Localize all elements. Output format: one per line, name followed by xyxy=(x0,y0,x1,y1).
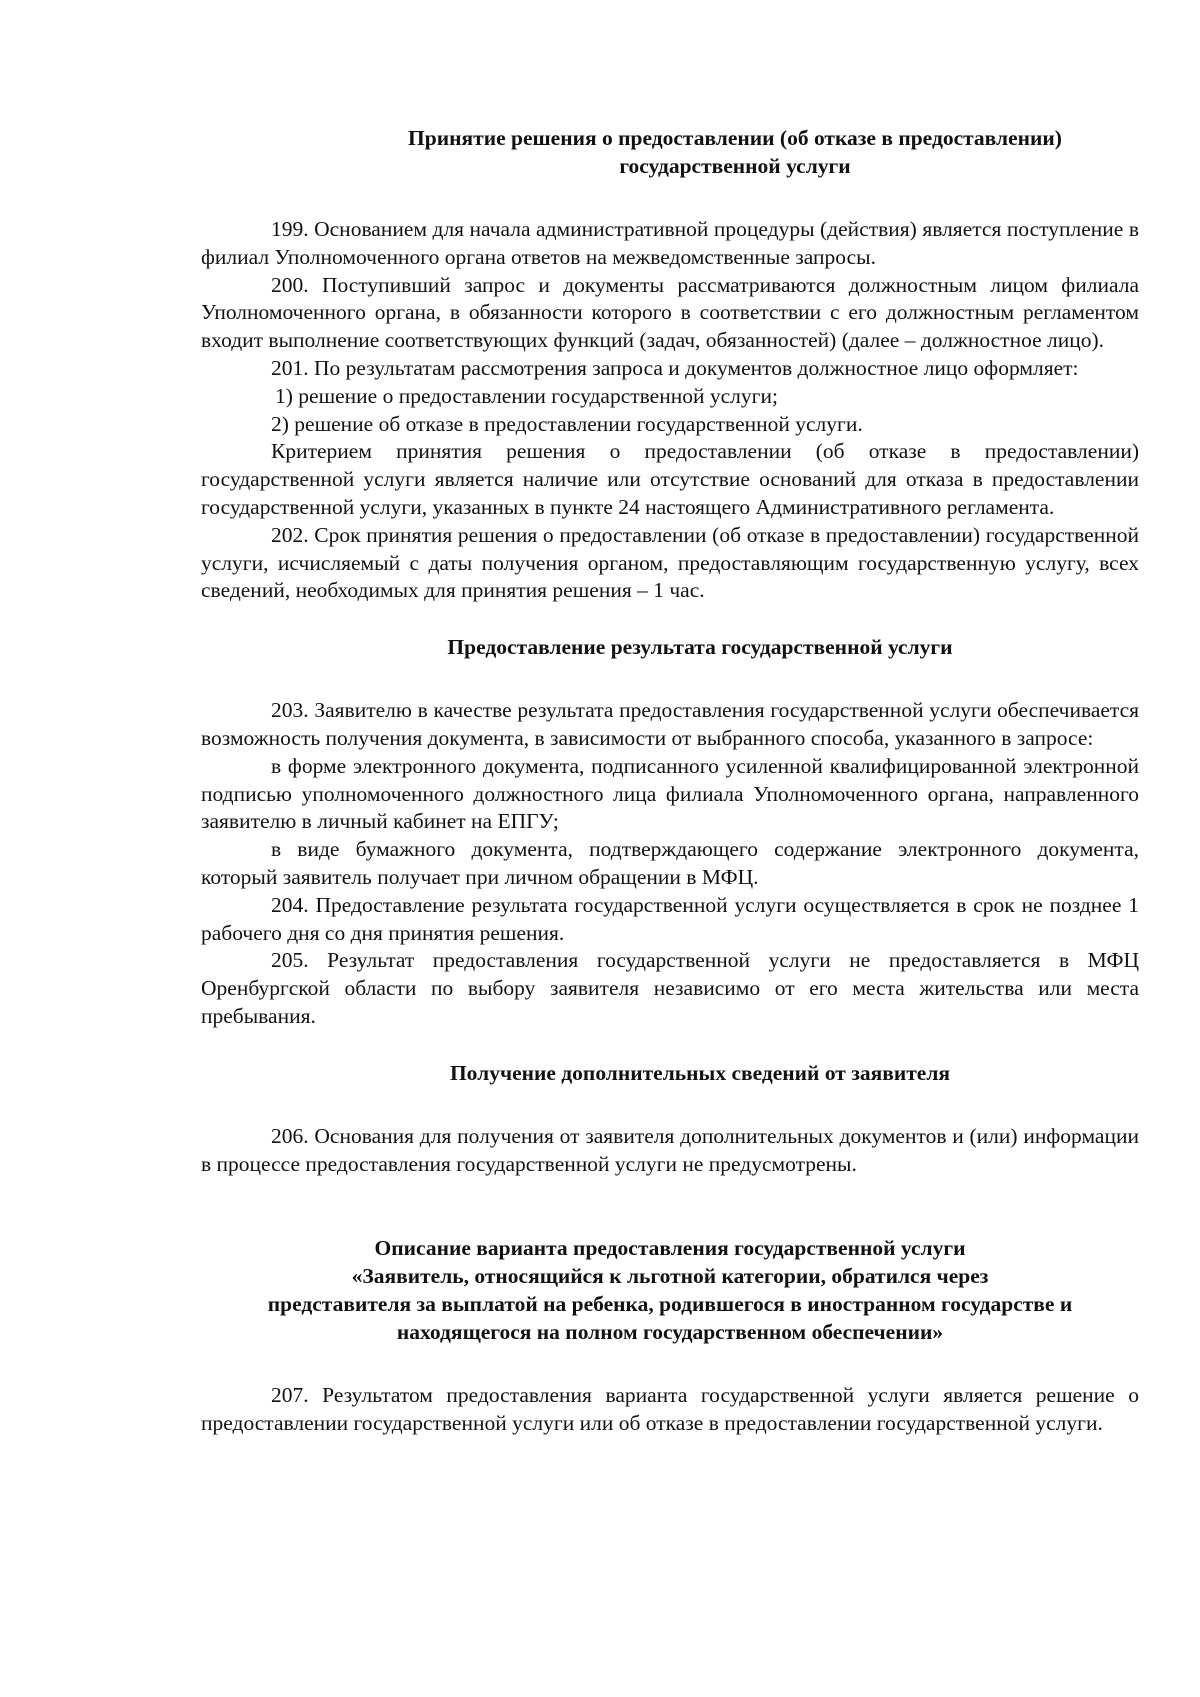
heading-line: государственной услуги xyxy=(619,154,851,178)
section-heading-decision xyxy=(261,124,1200,180)
list-item: 1) решение о предоставлении государственной услуги; xyxy=(275,383,778,408)
paragraph-paper: в виде бумажного документа, подтверждающего содержание электронного документа, который заявитель получает при личном обращении в МФЦ. xyxy=(201,837,1139,889)
paragraph-criterion: Критерием принятия решения о предоставлении (об отказе в предоставлении) государственной услуги является наличие или отсутствие оснований для отказа в предоставлении государственной услуги, указанных в пункте 24 настоящего Административного регламента. xyxy=(201,439,1139,519)
paragraph-205: 205. Результат предоставления государственной услуги не предоставляется в МФЦ Оренбургской области по выбору заявителя независимо от его места жительства или места пребывания. xyxy=(201,948,1139,1028)
paragraph-206: 206. Основания для получения от заявителя дополнительных документов и (или) информации в процессе предоставления государственной услуги не предусмотрены. xyxy=(201,1123,1139,1176)
paragraph-201: 201. По результатам рассмотрения запроса и документов должностное лицо оформляет: xyxy=(271,355,1079,380)
section-heading-additional-info xyxy=(261,1059,1139,1087)
paragraph-electronic: в форме электронного документа, подписанного усиленной квалифицированной электронной подписью уполномоченного должностного лица филиала Уполномоченного органа, направленного заявителю в личный кабинет на ЕПГУ; xyxy=(201,753,1139,834)
heading-line: представителя за выплатой на ребенка, родившегося в иностранном государстве и xyxy=(267,1292,1073,1317)
heading-line: Принятие решения о предоставлении (об отказе в предоставлении) xyxy=(408,126,1062,150)
paragraph-207: 207. Результатом предоставления варианта государственной услуги является решение о предоставлении государственной услуги или об отказе в предоставлении государственной услуги. xyxy=(201,1383,1139,1436)
list-item: 2) решение об отказе в предоставлении государственной услуги. xyxy=(271,411,863,436)
heading-line: «Заявитель, относящийся к льготной категории, обратился через xyxy=(351,1264,989,1289)
document-body xyxy=(201,124,1139,1438)
heading-line: Описание варианта предоставления государственной услуги xyxy=(374,1236,966,1261)
section-heading-result xyxy=(261,633,1139,661)
heading-line: Предоставление результата государственной услуги xyxy=(447,635,953,660)
paragraph-200: 200. Поступивший запрос и документы рассматриваются должностным лицом филиала Уполномоченного органа, в обязанности которого в соответствии с его должностным регламентом входит выполнение соответствующих функций (задач, обязанностей) (далее – должностное лицо). xyxy=(201,272,1139,353)
section-heading-variant xyxy=(201,1234,1139,1346)
paragraph-204: 204. Предоставление результата государственной услуги осуществляется в срок не позднее 1 рабочего дня со дня принятия решения. xyxy=(201,892,1139,945)
heading-line: Получение дополнительных сведений от заявителя xyxy=(449,1060,951,1085)
heading-line: находящегося на полном государственном обеспечении» xyxy=(396,1320,944,1345)
paragraph-199: 199. Основанием для начала административной процедуры (действия) является поступление в филиал Уполномоченного органа ответов на межведомственные запросы. xyxy=(201,217,1139,269)
paragraph-203: 203. Заявителю в качестве результата предоставления государственной услуги обеспечивается возможность получения документа, в зависимости от выбранного способа, указанного в запросе: xyxy=(201,698,1139,750)
paragraph-202: 202. Срок принятия решения о предоставлении (об отказе в предоставлении) государственной услуги, исчисляемый с даты получения органом, предоставляющим государственную услугу, всех сведений, необходимых для принятия решения – 1 час. xyxy=(201,522,1139,603)
